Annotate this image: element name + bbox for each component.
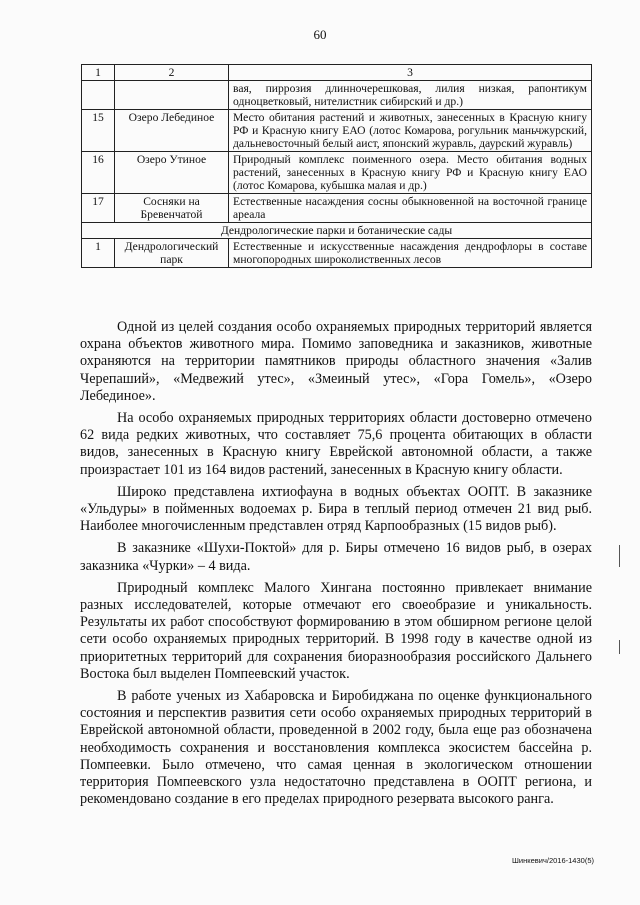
paragraph: В заказнике «Шухи-Поктой» для р. Биры отмечено 16 видов рыб, в озерах заказника «Чурки» – 4 вида.	[80, 540, 592, 574]
row-description: Естественные и искусственные насаждения дендрофлоры в составе многопородных широколиственных лесов	[229, 239, 592, 268]
footer-code: Шинкевич/2016-1430(5)	[512, 856, 594, 865]
row-name: Дендрологический парк	[115, 239, 229, 268]
column-header-1: 1	[82, 65, 115, 81]
page-number: 60	[313, 27, 327, 42]
row-number: 15	[82, 110, 115, 152]
row-number: 16	[82, 152, 115, 194]
scan-mark	[619, 640, 620, 654]
paragraph: Широко представлена ихтиофауна в водных объектах ООПТ. В заказнике «Ульдуры» в пойменных водоемах р. Бира в теплый период отмечен 21 вид рыб. Наиболее многочисленным представлен отряд Карпообразных (15 видов рыб).	[80, 483, 592, 535]
paragraph: Природный комплекс Малого Хингана постоянно привлекает внимание разных исследователей, которые отмечают его своеобразие и уникальность. Результаты их работ способствуют формированию в этом обширном регионе целой сети особо охраняемых природных территорий. В 1998 году в качестве одной из приоритетных территорий для сохранения биоразнообразия российского Дальнего Востока был выделен Помпеевский участок.	[80, 579, 592, 682]
paragraph: В работе ученых из Хабаровска и Биробиджана по оценке функционального состояния и перспектив развития сети особо охраняемых природных территорий в Еврейской автономной области, проведенной в 2002 году, была еще раз обозначена необходимость сохранения и восстановления комплекса экосистем бассейна р. Помпеевки. Было отмечено, что самая ценная в экологическом отношении территория Помпеевского узла недостаточно представлена в ООПТ региона, и рекомендовано создание в его пределах природного резервата высокого ранга.	[80, 688, 592, 808]
table-row	[82, 152, 592, 194]
row-description: Естественные насаждения сосны обыкновенной на восточной границе ареала	[229, 194, 592, 223]
row-description: вая, пиррозия длинночерешковая, лилия низкая, рапонтикум одноцветковый, нителистник сибирский и др.)	[229, 81, 592, 110]
row-name: Озеро Лебединое	[115, 110, 229, 152]
table-row	[82, 194, 592, 223]
paragraph: На особо охраняемых природных территориях области достоверно отмечено 62 вида редких животных, что составляет 75,6 процента обитающих в области видов, занесенных в Красную книгу Еврейской автономной области, а также произрастает 101 из 164 видов растений, занесенных в Красную книгу области.	[80, 410, 592, 478]
table-header-row	[82, 65, 592, 81]
row-name: Сосняки на Бревенчатой	[115, 194, 229, 223]
protected-areas-table	[81, 64, 592, 268]
table-section-row	[82, 223, 592, 239]
row-name	[115, 81, 229, 110]
row-description: Место обитания растений и животных, занесенных в Красную книгу РФ и Красную книгу ЕАО (лотос Комарова, рогульник маньчжурский, дальневосточный белый аист, японский журавль, даурский журавль)	[229, 110, 592, 152]
table-row	[82, 110, 592, 152]
scan-mark	[619, 545, 620, 567]
paragraph: Одной из целей создания особо охраняемых природных территорий является охрана объектов животного мира. Помимо заповедника и заказников, животные охраняются на территории памятников природы областного значения «Залив Черепаший», «Медвежий утес», «Змеиный утес», «Гора Гомель», «Озеро Лебединое».	[80, 319, 592, 404]
body-text	[80, 319, 592, 813]
row-description: Природный комплекс поименного озера. Место обитания водных растений, занесенных в Красную книгу РФ и Красную книгу ЕАО (лотос Комарова, кубышка малая и др.)	[229, 152, 592, 194]
column-header-3: 3	[229, 65, 592, 81]
row-number: 17	[82, 194, 115, 223]
row-name: Озеро Утиное	[115, 152, 229, 194]
row-number	[82, 81, 115, 110]
table-row	[82, 81, 592, 110]
section-title: Дендрологические парки и ботанические сады	[82, 223, 592, 239]
table-row	[82, 239, 592, 268]
row-number: 1	[82, 239, 115, 268]
column-header-2: 2	[115, 65, 229, 81]
